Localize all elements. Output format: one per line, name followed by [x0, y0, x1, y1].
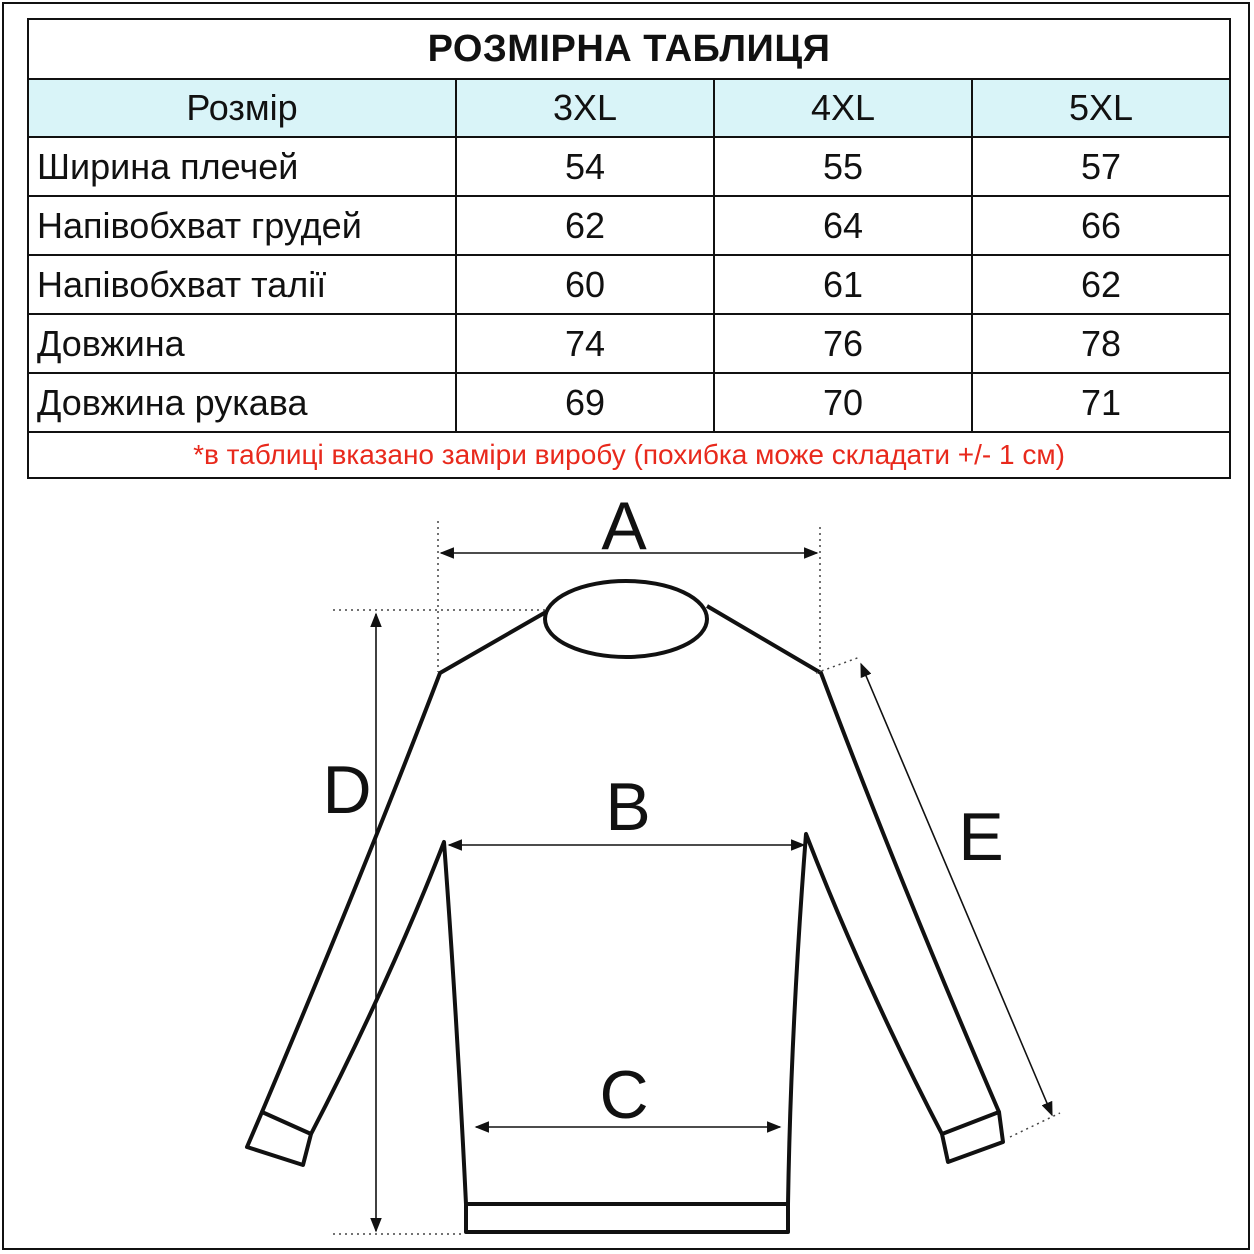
waistband	[466, 1204, 788, 1232]
header-size-5xl: 5XL	[972, 79, 1230, 137]
row-value: 69	[456, 373, 714, 432]
left-sleeve-inner-body	[311, 842, 466, 1204]
row-value: 76	[714, 314, 972, 373]
header-size-3xl: 3XL	[456, 79, 714, 137]
row-label: Довжина	[28, 314, 456, 373]
header-size-4xl: 4XL	[714, 79, 972, 137]
row-value: 74	[456, 314, 714, 373]
row-value: 62	[456, 196, 714, 255]
sweater-outline	[247, 581, 1003, 1232]
row-label: Ширина плечей	[28, 137, 456, 196]
right-sleeve-inner-body	[788, 834, 942, 1204]
row-label: Напівобхват талії	[28, 255, 456, 314]
row-label: Довжина рукава	[28, 373, 456, 432]
left-cuff	[247, 1112, 311, 1165]
row-value: 70	[714, 373, 972, 432]
row-value: 71	[972, 373, 1230, 432]
row-value: 57	[972, 137, 1230, 196]
table-title: РОЗМІРНА ТАБЛИЦЯ	[28, 19, 1230, 79]
row-value: 62	[972, 255, 1230, 314]
measurement-note: *в таблиці вказано заміри виробу (похибка може складати +/- 1 см)	[28, 432, 1230, 478]
row-value: 66	[972, 196, 1230, 255]
row-value: 78	[972, 314, 1230, 373]
collar	[545, 581, 707, 657]
header-label: Розмір	[28, 79, 456, 137]
row-value: 64	[714, 196, 972, 255]
row-label: Напівобхват грудей	[28, 196, 456, 255]
label-a: A	[601, 488, 647, 564]
row-value: 54	[456, 137, 714, 196]
row-value: 60	[456, 255, 714, 314]
left-shoulder-sleeve-outer	[262, 612, 546, 1112]
label-c: C	[599, 1057, 649, 1133]
right-shoulder-sleeve-outer	[707, 606, 999, 1112]
label-e: E	[958, 799, 1004, 875]
row-value: 61	[714, 255, 972, 314]
dimension-e-arrow	[861, 664, 1052, 1115]
row-value: 55	[714, 137, 972, 196]
label-b: B	[605, 769, 651, 845]
label-d: D	[322, 752, 372, 828]
right-cuff	[942, 1112, 1003, 1162]
